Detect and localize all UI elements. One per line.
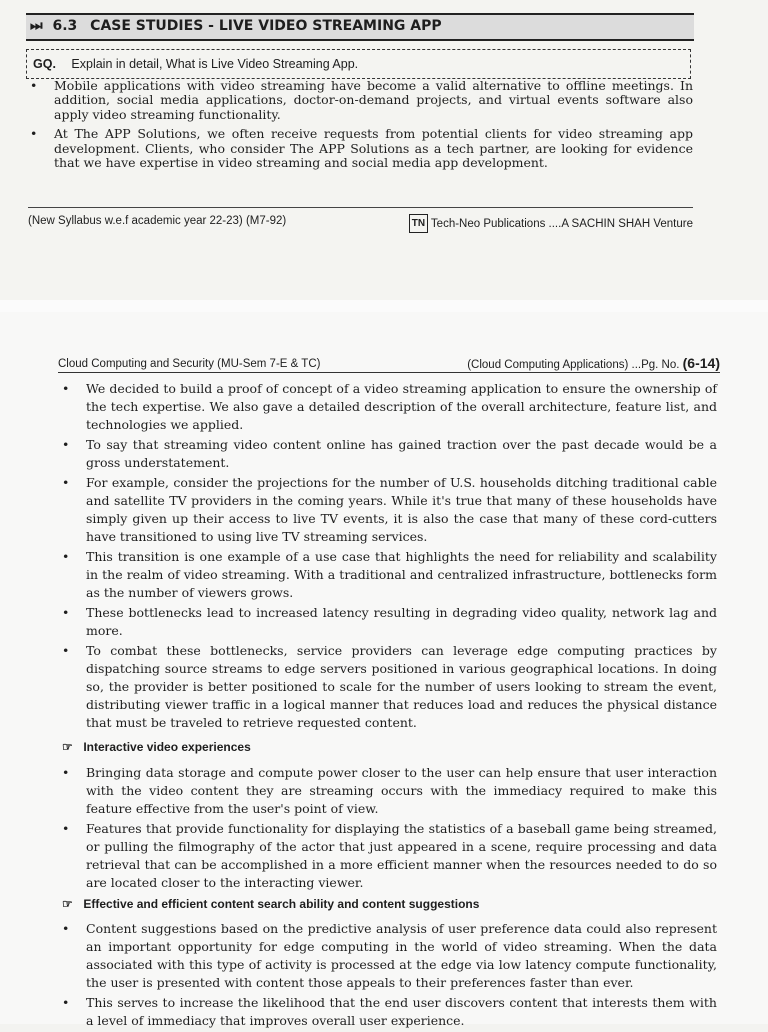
footer-syllabus: (New Syllabus w.e.f academic year 22-23) (M7-92) [28, 215, 287, 227]
bullet-item: • To combat these bottlenecks, service providers can leverage edge computing practices by dispatching source streams to edge servers positioned in various geographical locations. In doing so, the provider is better positioned to scale for the number of users looking to stream the event, distributing viewer traffic in a logical manner that reduces load and reduces the physical distance that must be traveled to retrieve requested content. [60, 642, 717, 732]
page-footer [28, 207, 693, 230]
bullet-item: • Content suggestions based on the predictive analysis of user preference data could also represent an important opportunity for edge computing in the world of video streaming. When the data associated with this type of activity is processed at the edge via low latency compute functionality, the user is presented with content those appeals to their preferences faster than ever. [60, 920, 717, 992]
section-heading [26, 13, 694, 41]
bullet-item: • Mobile applications with video streaming have become a valid alternative to offline meetings. In addition, social media applications, doctor-on-demand projects, and virtual events software also apply video streaming functionality. [28, 79, 693, 122]
subheading-interactive [62, 740, 251, 754]
gq-label: GQ. [33, 57, 56, 71]
running-header [58, 354, 720, 373]
section-number: 6.3 [52, 18, 78, 34]
header-chapter [467, 355, 720, 371]
bullet-item: • We decided to build a proof of concept of a video streaming application to ensure the ownership of the tech expertise. We also gave a detailed description of the overall architecture, feature list, and technologies we applied. [60, 380, 717, 434]
bullet-item: • At The APP Solutions, we often receive requests from potential clients for video streaming app development. Clients, who consider The APP Solutions as a tech partner, are looking for evidence that we have expertise in video streaming and social media app development. [28, 127, 693, 170]
gq-question-box [26, 49, 691, 79]
book-page-top [0, 0, 768, 300]
subheading-text: Effective and efficient content search ability and content suggestions [83, 897, 480, 911]
pointing-hand-icon: ☞ [62, 897, 73, 911]
bullet-item: • To say that streaming video content online has gained traction over the past decade would be a gross understatement. [60, 436, 717, 472]
publisher-logo-icon: TN [409, 214, 428, 233]
bullet-item: • This serves to increase the likelihood that the end user discovers content that interests them with a level of immediacy that improves overall user experience. [60, 994, 717, 1030]
bullet-item: • These bottlenecks lead to increased latency resulting in degrading video quality, network lag and more. [60, 604, 717, 640]
interactive-bullet-list [60, 764, 717, 894]
publisher-name: Tech-Neo Publications ....A SACHIN SHAH Venture [430, 217, 693, 230]
footer-publisher [409, 214, 693, 233]
streaming-bullet-list [60, 380, 717, 734]
header-chapter-text: (Cloud Computing Applications) ...Pg. No. [467, 359, 680, 371]
page-gap [0, 300, 768, 312]
bullet-item: • Features that provide functionality for displaying the statistics of a baseball game being streamed, or pulling the filmography of the actor that just appeared in a scene, require processing and data retrieval that can be accomplished in a more efficient manner when the resources needed to do so are located closer to the interacting viewer. [60, 820, 717, 892]
section-title: CASE STUDIES - LIVE VIDEO STREAMING APP [90, 18, 442, 34]
bullet-item: • Bringing data storage and compute power closer to the user can help ensure that user interaction with the video content they are streaming occurs with the immediacy required to make this feature effective from the user's point of view. [60, 764, 717, 818]
subheading-search [62, 897, 479, 911]
bullet-item: • For example, consider the projections for the number of U.S. households ditching traditional cable and satellite TV providers in the coming years. While it's true that many of these households have simply given up their access to live TV events, it is also the case that many of these cord-cutters have transitioned to using live TV streaming services. [60, 474, 717, 546]
fast-forward-icon: ⏭ [30, 18, 40, 34]
pointing-hand-icon: ☞ [62, 740, 73, 754]
search-bullet-list [60, 920, 717, 1032]
gq-question: Explain in detail, What is Live Video Streaming App. [71, 57, 359, 71]
subheading-text: Interactive video experiences [83, 740, 251, 754]
header-course: Cloud Computing and Security (MU-Sem 7-E & TC) [58, 358, 321, 370]
page-number: (6-14) [682, 355, 720, 371]
intro-bullet-list [28, 79, 693, 175]
bullet-item: • This transition is one example of a use case that highlights the need for reliability and scalability in the realm of video streaming. With a traditional and centralized infrastructure, bottlenecks form as the number of viewers grows. [60, 548, 717, 602]
book-page-bottom [0, 312, 768, 1028]
